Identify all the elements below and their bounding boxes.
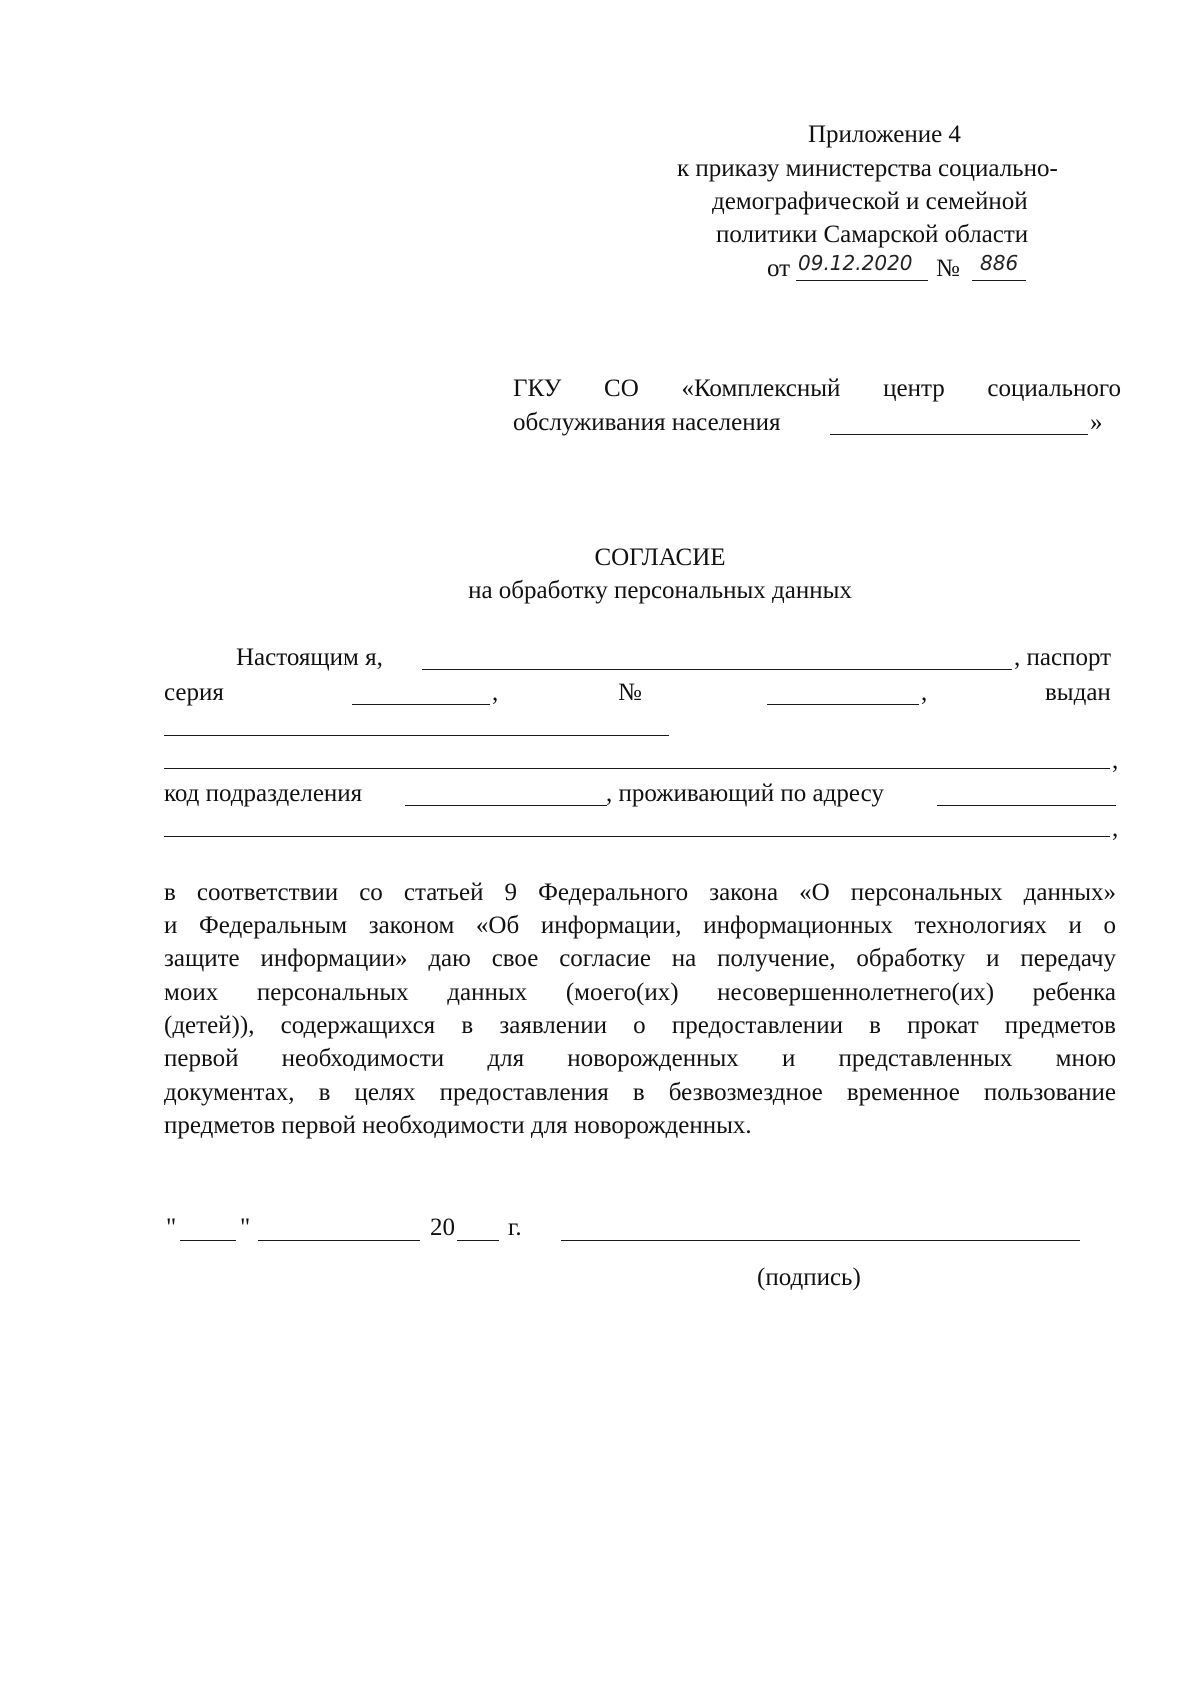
date-year-field[interactable]: [457, 1240, 499, 1241]
form-intro: Настоящим я,: [236, 644, 383, 671]
division-code-field[interactable]: [405, 805, 607, 806]
document-subtitle: на обработку персональных данных: [468, 577, 852, 604]
paragraph-line: первой необходимости для новорожденных и представленных мною: [164, 1045, 1116, 1072]
form-residing-label: , проживающий по адресу: [606, 780, 884, 807]
paragraph-line: и Федеральным законом «Об информации, информационных технологиях и о: [164, 912, 1116, 939]
appendix-date-underline: [796, 280, 928, 281]
date-year-prefix: 20: [430, 1214, 455, 1241]
date-quote-close: ": [240, 1214, 251, 1241]
date-month-field[interactable]: [258, 1240, 420, 1241]
date-year-suffix: г.: [508, 1214, 522, 1241]
appendix-date-handwritten: 09.12.2020: [798, 251, 913, 275]
paragraph-line: документах, в целях предоставления в безвозмездное временное пользование: [164, 1079, 1116, 1106]
fullname-field[interactable]: [422, 669, 1012, 670]
date-quote-open: ": [166, 1214, 177, 1241]
address-field-1[interactable]: [937, 805, 1116, 806]
form-comma-number: ,: [921, 679, 928, 706]
paragraph-line: в соответствии со статьей 9 Федерального закона «О персональных данных»: [164, 879, 1116, 906]
paragraph-line: моих персональных данных (моего(их) несовершеннолетнего(их) ребенка: [164, 979, 1116, 1006]
appendix-from-label: от: [767, 255, 791, 282]
form-issued-label: выдан: [1045, 679, 1111, 706]
address-field-2[interactable]: [164, 836, 1110, 837]
paragraph-line: защите информации» даю свое согласие на получение, обработку и передачу: [164, 945, 1116, 972]
paragraph-line: предметов первой необходимости для новорожденных.: [164, 1112, 752, 1139]
form-division-code-label: код подразделения: [164, 780, 363, 807]
form-comma-issued: ,: [1112, 747, 1119, 774]
form-passport-label: , паспорт: [1014, 644, 1112, 671]
issued-by-field-1[interactable]: [164, 735, 669, 736]
passport-series-field[interactable]: [352, 704, 490, 705]
appendix-number-underline: [972, 280, 1026, 281]
issued-by-field-2[interactable]: [164, 768, 1110, 769]
addressee-name-field[interactable]: [830, 434, 1088, 435]
appendix-region-line: политики Самарской области: [716, 221, 1029, 248]
form-comma-address: ,: [1112, 815, 1119, 842]
paragraph-line: (детей)), содержащихся в заявлении о предоставлении в прокат предметов: [164, 1012, 1116, 1039]
passport-number-field[interactable]: [767, 704, 919, 705]
form-number-sign: №: [618, 679, 642, 706]
addressee-closing-quote: »: [1090, 409, 1103, 436]
appendix-ministry-line: демографической и семейной: [712, 188, 1028, 215]
form-series-label: серия: [164, 679, 224, 706]
signature-field[interactable]: [561, 1240, 1080, 1241]
document-title: СОГЛАСИЕ: [594, 544, 726, 571]
date-day-field[interactable]: [180, 1240, 236, 1241]
appendix-number-label: №: [936, 255, 960, 282]
form-comma-series: ,: [492, 679, 499, 706]
signature-caption: (подпись): [757, 1264, 861, 1291]
addressee-line-1: ГКУ СО «Комплексный центр социального: [513, 375, 1121, 402]
appendix-title: Приложение 4: [808, 121, 961, 148]
addressee-line-2: обслуживания населения: [513, 409, 781, 436]
appendix-order-line: к приказу министерства социально-: [677, 155, 1058, 182]
appendix-number-handwritten: 886: [980, 251, 1019, 275]
